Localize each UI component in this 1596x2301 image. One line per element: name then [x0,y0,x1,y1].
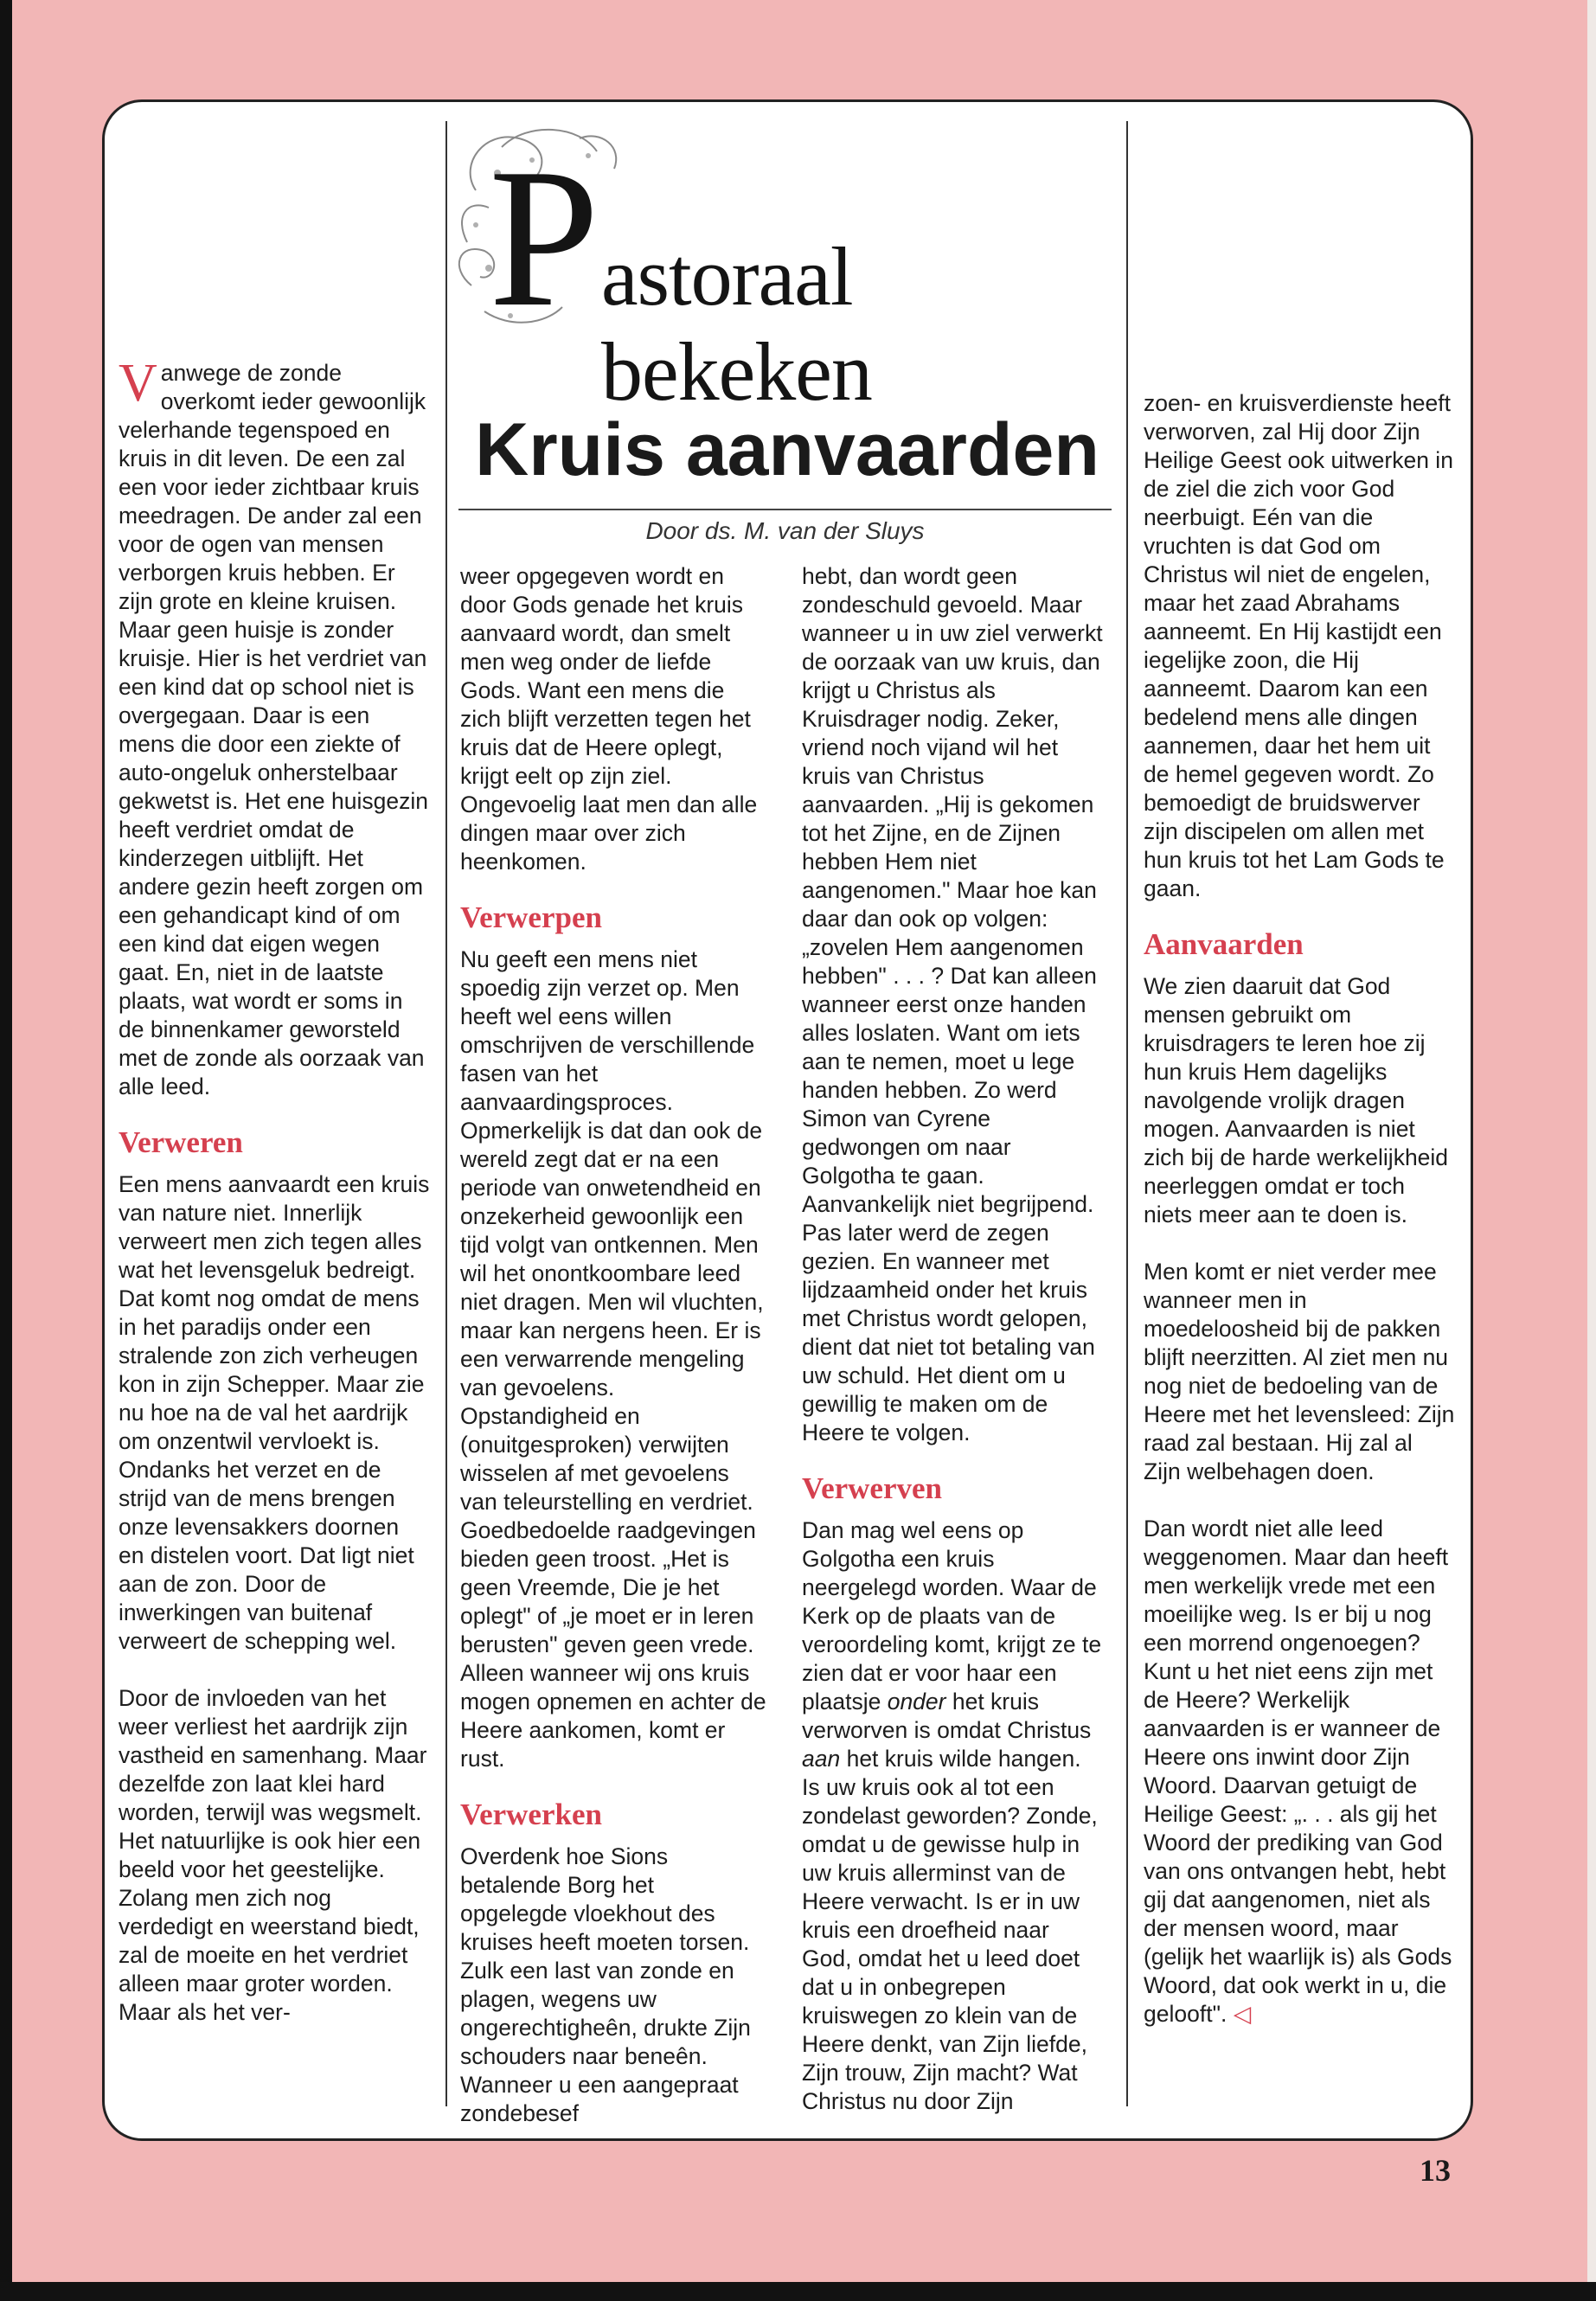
subheading-verwerken: Verwerken [460,1798,602,1831]
paragraph: zoen- en kruisverdienste heeft verworven, zal Hij door Zijn Heilige Geest ook uitwerken in de ziel die zich voor God neerbuigt. Eén van die vruchten is dat God om Christus wil niet de engelen, maar het zaad Abrahams aanneemt. En Hij kastijdt een iegelijke zoon, die Hij aanneemt. Daarom kan een bedelend mens alle dingen aannemen, daar het hem uit de hemel gegeven wordt. Zo bemoedigt de bruidswerver zijn discipelen om allen met hun kruis tot het Lam Gods te gaan. [1144,390,1453,901]
paragraph: We zien daaruit dat God mensen gebruikt om kruisdragers te leren hoe zij hun kruis Hem dagelijks navolgende vrolijk dragen mogen. Aanvaarden is niet zich bij de harde werkelijkheid neerleggen omdat er toch niets meer aan te doen is. [1144,973,1449,1227]
end-mark-icon: ◁ [1233,2001,1252,2027]
subheading-aanvaarden: Aanvaarden [1144,927,1304,961]
column-3 [802,562,1105,2116]
paragraph: Een mens aanvaardt een kruis van nature niet. Innerlijk verweert men zich tegen alles wat het levensgeluk bedreigt. Dat komt nog omdat de mens in het paradijs onder een stralende zon zich verheugen kon in zijn Schepper. Maar zie nu hoe na de val het aardrijk om onzentwil vervloekt is. Ondanks het verzet en de strijd van de mens brengen onze levensakkers doornen en distelen voort. Dat ligt niet aan de zon. Door de inwerkingen van buitenaf verweert de schepping wel. [119,1171,430,1654]
subheading-verweren: Verweren [119,1125,243,1159]
column-1 [119,354,430,2027]
article-byline: Door ds. M. van der Sluys [645,517,925,544]
column-rule-2 [1126,121,1128,2106]
section-title: astoraal bekeken [601,230,872,418]
scan-edge-bottom [0,2282,1596,2301]
paragraph: Men komt er niet verder mee wanneer men in moedeloosheid bij de pakken blijft neerzitten. Al ziet men nu nog niet de bedoeling van de Heere met het levensleed: Zijn raad zal bestaan. Hij zal al Zijn welbehagen doen. [1144,1259,1455,1484]
logo-initial: P [489,127,599,348]
column-rule-1 [445,121,447,2106]
dropcap: V [119,354,157,413]
paragraph: hebt, dan wordt geen zondeschuld gevoeld. Maar wanneer u in uw ziel verwerkt de oorzaak van uw kruis, dan krijgt u Christus als Kruisdrager nodig. Zeker, vriend noch vijand wil het kruis van Christus aanvaarden. „Hij is gekomen tot het Zijne, en de Zijnen hebben Hem niet aangenomen." Maar hoe kan daar dan ook op volgen: „zovelen Hem aangenomen hebben" . . . ? Dat kan alleen wanneer eerst onze handen alles loslaten. Want om iets aan te nemen, moet u lege handen hebben. Zo werd Simon van Cyrene gedwongen om naar Golgotha te gaan. Aanvankelijk niet begrijpend. Pas later werd de zegen gezien. En wanneer met lijdzaamheid onder het kruis met Christus wordt gelopen, dient dat niet tot betaling van uw schuld. Het dient om u gewillig te maken om de Heere te volgen. [802,563,1103,1445]
paragraph: Dan mag wel eens op Golgotha een kruis neergelegd worden. Waar de Kerk op de plaats van de veroordeling komt, krijgt ze te zien dat er voor haar een plaatsje onder het kruis verworven is omdat Christus aan het kruis wilde hangen. [802,1517,1102,1772]
paragraph: Is uw kruis ook al tot een zondelast geworden? Zonde, omdat u de gewisse hulp in uw kruis allerminst van de Heere verwacht. Is er in uw kruis een droefheid naar God, omdat het u leed doet dat u in onbegrepen kruiswegen zo klein van de Heere denkt, van Zijn liefde, Zijn trouw, Zijn macht? Wat Christus nu door Zijn [802,1774,1098,2114]
paragraph: weer opgegeven wordt en door Gods genade het kruis aanvaard wordt, dan smelt men weg onder de liefde Gods. Want een mens die zich blijft verzetten tegen het kruis dat de Heere oplegt, krijgt eelt op zijn ziel. Ongevoelig laat men dan alle dingen maar over zich heenkomen. [460,563,758,875]
section-logo [450,112,1116,418]
paragraph: Nu geeft een mens niet spoedig zijn verzet op. Men heeft wel eens willen omschrijven de verschillende fasen van het aanvaardingsproces. Opmerkelijk is dat dan ook de wereld zegt dat er na een periode van onwetendheid en onzekerheid gewoonlijk een tijd volgt van ontkennen. Men wil het onontkoombare leed niet dragen. Men wil vluchten, maar kan nergens heen. Er is een verwarrende mengeling van gevoelens. Opstandigheid en (onuitgesproken) verwijten wisselen af met gevoelens van teleurstelling en verdriet. Goedbedoelde raadgevingen bieden geen troost. „Het is geen Vreemde, Die je het oplegt" of „je moet er in leren berusten" geven geen vrede. Alleen wanneer wij ons kruis mogen opnemen en achter de Heere aankomen, komt er rust. [460,946,766,1772]
page-number: 13 [1420,2153,1451,2188]
paragraph: Door de invloeden van het weer verliest het aardrijk zijn vastheid en samenhang. Maar dezelfde zon laat klei hard worden, terwijl was wegsmelt. Het natuurlijke is ook hier een beeld voor het geestelijke. Zolang men zich nog verdedigt en weerstand biedt, zal de moeite en het verdriet alleen maar groter worden. Maar als het ver- [119,1685,427,2025]
article-title: Kruis aanvaarden [475,408,1099,491]
scan-edge-left [0,0,12,2301]
column-4 [1144,389,1455,2029]
byline-divider [458,509,1112,510]
intro-paragraph: Vanwege de zonde overkomt ieder gewoonlijk velerhande tegenspoed en kruis in dit leven. De een zal een voor ieder zichtbaar kruis meedragen. De ander zal een voor de ogen van mensen verborgen kruis hebben. Er zijn grote en kleine kruisen. Maar geen huisje is zonder kruisje. Hier is het verdriet van een kind dat op school niet is overgegaan. Daar is een mens die door een ziekte of auto-ongeluk onherstelbaar gekwetst is. Het ene huisgezin heeft verdriet omdat de kinderzegen uitblijft. Het andere gezin heeft zorgen om een gehandicapt kind of om een kind dat eigen wegen gaat. En, niet in de laatste plaats, wat wordt er soms in de binnenkamer geworsteld met de zonde als oorzaak van alle leed. [119,354,428,1099]
column-2 [460,562,767,2128]
scan-edge-right [1587,0,1596,2301]
subheading-verwerven: Verwerven [802,1471,942,1505]
subheading-verwerpen: Verwerpen [460,901,602,934]
paragraph: Dan wordt niet alle leed weggenomen. Maar dan heeft men werkelijk vrede met een moeilijke weg. Is er bij u nog een morrend ongenoegen? Kunt u het niet eens zijn met de Heere? Werkelijk aanvaarden is er wanneer de Heere ons inwint door Zijn Woord. Daarvan getuigt de Heilige Geest: „. . . als gij het Woord der prediking van God van ons ontvangen hebt, hebt gij dat aangenomen, niet als der mensen woord, maar (gelijk het waarlijk is) als Gods Woord, dat ook werkt in u, die gelooft". ◁ [1144,1516,1452,2027]
paragraph: Overdenk hoe Sions betalende Borg het opgelegde vloekhout des kruises heeft moeten torsen. Zulk een last van zonde en plagen, wegens uw ongerechtigheên, drukte Zijn schouders naar beneên. Wanneer u een aangepraat zondebesef [460,1843,751,2126]
